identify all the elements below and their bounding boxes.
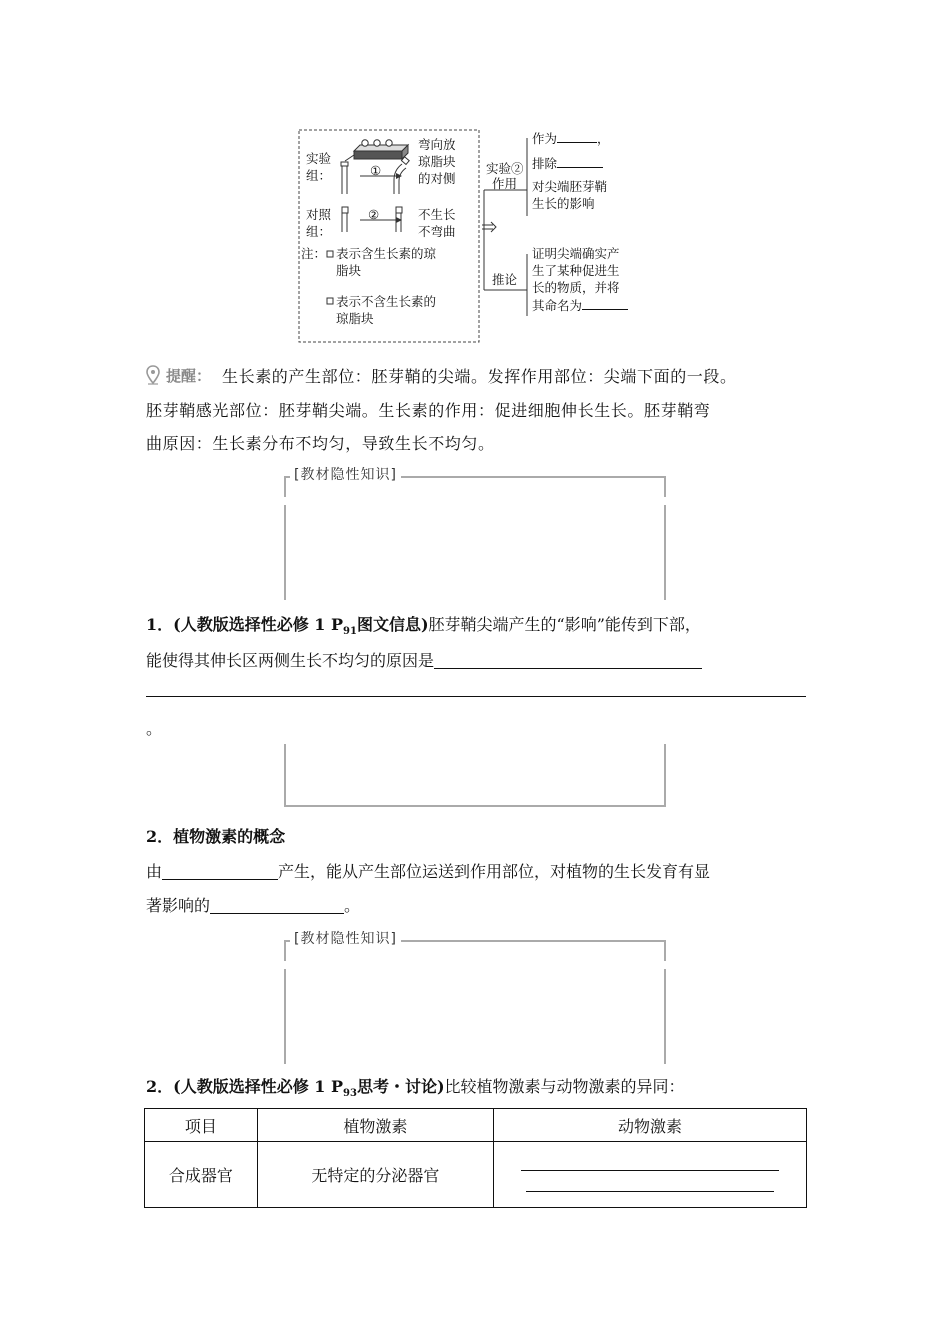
role-line-2: 排除	[532, 155, 603, 172]
header-plant-hormone: 植物激素	[257, 1109, 493, 1142]
table-row	[145, 1142, 807, 1208]
inference-label: 推论	[492, 272, 518, 287]
legend-without-auxin: 表示不含生长素的 琼脂块	[336, 294, 437, 326]
hint-line-1: 生长素的产生部位：胚芽鞘的尖端。发挥作用部位：尖端下面的一段。	[222, 367, 737, 386]
inference-text: 证明尖端确实产 生了某种促进生 长的物质，并将	[532, 246, 620, 295]
hint-header	[146, 362, 211, 388]
section-2-heading: 2．植物激素的概念	[146, 827, 286, 846]
result-1-text: 弯向放 琼脂块 的对侧	[418, 137, 456, 186]
question-2-line: 2．(人教版选择性必修 1 $P_{93}$思考・讨论)比较植物激素与动物激素的异同：	[146, 1077, 685, 1100]
experiment-2-label: 实验②	[486, 161, 524, 176]
row-label: 合成器官	[145, 1142, 258, 1208]
section-2-line-2: 著影响的 。	[146, 896, 361, 915]
table-header-row	[145, 1109, 807, 1142]
box-title: [教材隐性知识]	[290, 928, 401, 948]
control-group-label: 对照 组：	[306, 207, 332, 239]
answer-line[interactable]	[146, 696, 806, 697]
answer-blank[interactable]	[434, 651, 702, 669]
hint-line-2: 胚芽鞘感光部位：胚芽鞘尖端。生长素的作用：促进细胞伸长生长。胚芽鞘弯	[146, 401, 711, 420]
agar-block-with-auxin-icon	[354, 140, 408, 159]
role-label: 作用	[492, 176, 518, 191]
header-animal-hormone: 动物激素	[494, 1109, 807, 1142]
hidden-knowledge-box-2	[284, 931, 666, 1064]
question-1-line-1: 1．(人教版选择性必修 1 $P_{91}$图文信息)胚芽鞘尖端产生的“影响”能传到下部，	[146, 615, 701, 638]
hint-label: 提醒：	[166, 366, 212, 385]
answer-line[interactable]	[521, 1157, 779, 1171]
question-1-end: 。	[146, 719, 163, 738]
note-prefix: 注：	[301, 246, 327, 261]
comparison-table	[144, 1108, 807, 1208]
section-2-line-1: 由 产生，能从产生部位运送到作用部位，对植物的生长发育有显	[146, 862, 711, 881]
answer-blank[interactable]	[210, 896, 344, 914]
role-line-3: 对尖端胚芽鞘 生长的影响	[532, 179, 608, 211]
experiment-group-label: 实验 组：	[306, 151, 332, 183]
hidden-knowledge-box-1-bottom	[284, 744, 666, 808]
header-item: 项目	[145, 1109, 258, 1142]
result-2-text: 不生长 不弯曲	[418, 207, 456, 239]
hint-line-3: 曲原因：生长素分布不均匀，导致生长不均匀。	[146, 434, 495, 453]
coleoptile-icon	[341, 162, 348, 194]
animal-hormone-cell[interactable]	[494, 1142, 807, 1208]
question-1-line-2: 能使得其伸长区两侧生长不均匀的原因是	[146, 648, 702, 671]
control-coleoptile-icon	[342, 207, 348, 232]
step-1-number: ①	[370, 163, 382, 178]
hidden-knowledge-box-1	[284, 467, 666, 600]
legend-with-auxin: 表示含生长素的琼 脂块	[336, 246, 437, 278]
role-line-1: 作为 ，	[532, 131, 610, 146]
plant-hormone-cell: 无特定的分泌器官	[257, 1142, 493, 1208]
step-2-number: ②	[368, 207, 380, 222]
inference-name-line: 其命名为	[532, 297, 628, 314]
box-title: [教材隐性知识]	[290, 464, 401, 484]
experiment-diagram	[298, 128, 643, 344]
answer-blank[interactable]	[162, 862, 278, 880]
location-pin-icon	[146, 365, 160, 385]
answer-line[interactable]	[526, 1191, 774, 1192]
